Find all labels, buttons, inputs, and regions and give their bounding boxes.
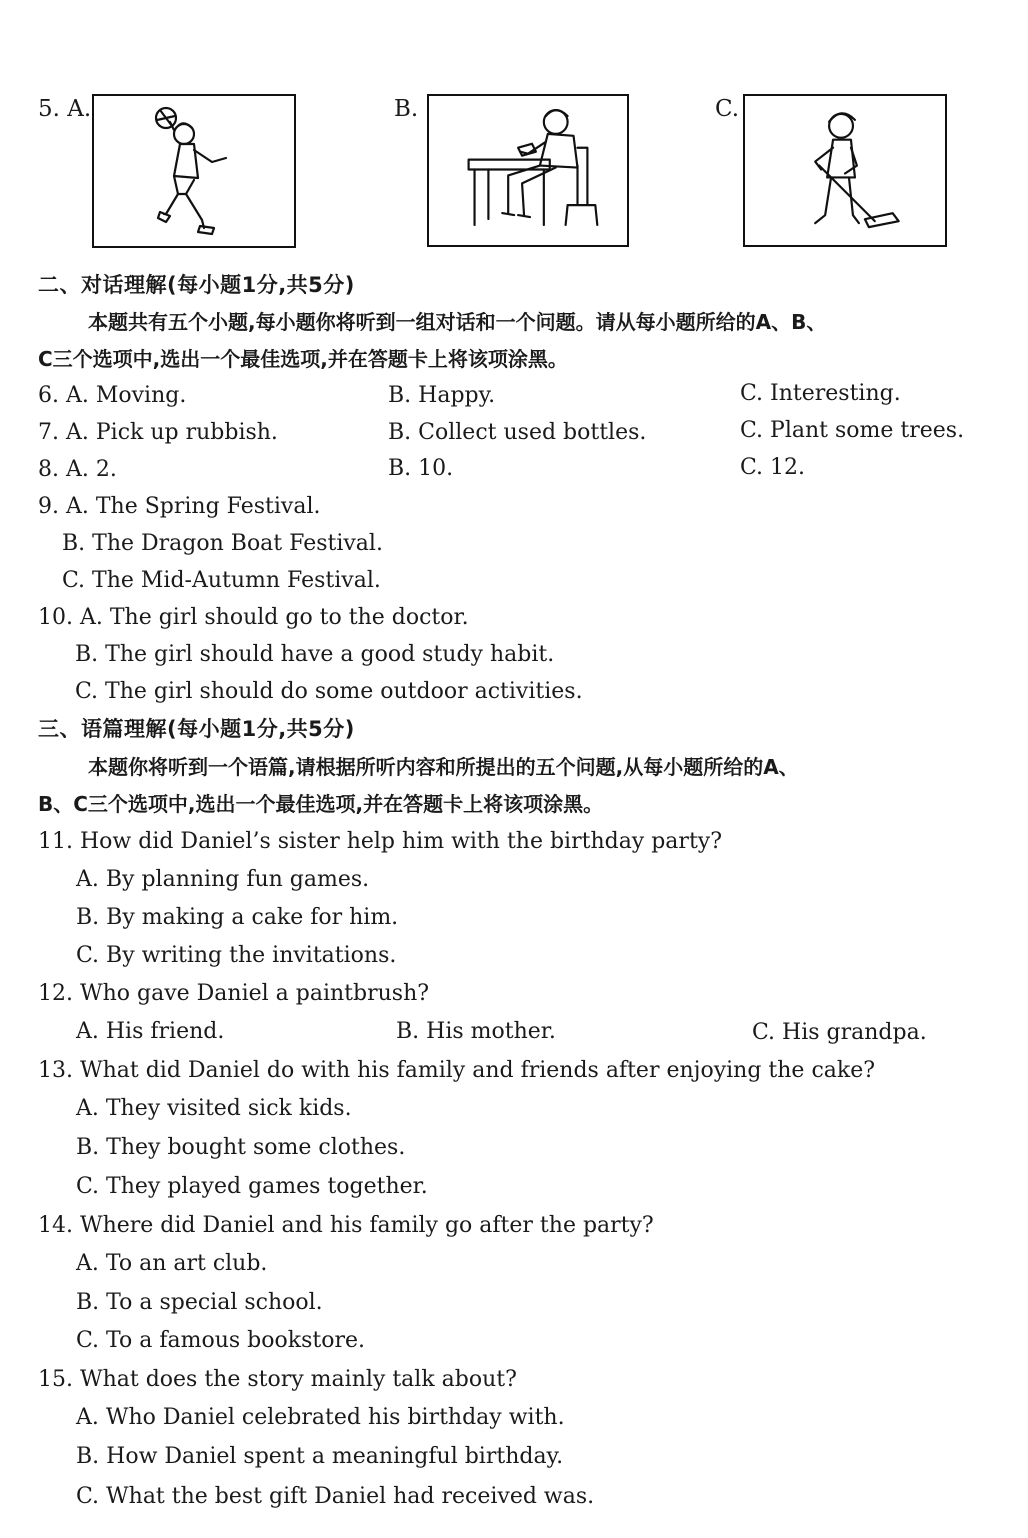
q8-option-c: C. 12.	[740, 455, 806, 480]
q11-option-c: C. By writing the invitations.	[76, 943, 397, 968]
q15-option-a: A. Who Daniel celebrated his birthday with.	[76, 1405, 565, 1430]
q11-option-b: B. By making a cake for him.	[76, 905, 399, 930]
q5-option-c-label: C.	[715, 96, 740, 122]
q14-option-c: C. To a famous bookstore.	[76, 1328, 365, 1353]
q13-option-c: C. They played games together.	[76, 1174, 428, 1199]
q5-option-b-label: B.	[394, 96, 419, 122]
q14-stem: 14. Where did Daniel and his family go after the party?	[38, 1213, 654, 1238]
q13-option-a: A. They visited sick kids.	[76, 1096, 352, 1121]
q5-option-a-label: 5. A.	[38, 96, 92, 122]
q14-option-b: B. To a special school.	[76, 1290, 323, 1315]
q6-option-c: C. Interesting.	[740, 381, 901, 406]
q10-option-b: B. The girl should have a good study habit.	[75, 642, 555, 667]
section3-heading: 三、语篇理解(每小题1分,共5分)	[38, 717, 355, 741]
q10-option-a: 10. A. The girl should go to the doctor.	[38, 605, 469, 630]
q15-option-c: C. What the best gift Daniel had received was.	[76, 1484, 595, 1509]
q15-option-b: B. How Daniel spent a meaningful birthday.	[76, 1444, 564, 1469]
section3-instruction-line2: B、C三个选项中,选出一个最佳选项,并在答题卡上将该项涂黑。	[38, 792, 604, 816]
q8-option-b: B. 10.	[388, 456, 454, 481]
q9-option-a: 9. A. The Spring Festival.	[38, 494, 321, 519]
q13-stem: 13. What did Daniel do with his family and friends after enjoying the cake?	[38, 1058, 876, 1083]
boy-playing-basketball-icon	[94, 96, 294, 246]
q12-stem: 12. Who gave Daniel a paintbrush?	[38, 981, 430, 1006]
q5-picture-b	[427, 94, 629, 247]
q12-option-c: C. His grandpa.	[752, 1020, 927, 1045]
q11-option-a: A. By planning fun games.	[76, 867, 370, 892]
q10-option-c: C. The girl should do some outdoor activities.	[75, 679, 583, 704]
q9-option-b: B. The Dragon Boat Festival.	[62, 531, 383, 556]
q7-option-c: C. Plant some trees.	[740, 418, 965, 443]
q13-option-b: B. They bought some clothes.	[76, 1135, 406, 1160]
section2-instruction-line1: 本题共有五个小题,每小题你将听到一组对话和一个问题。请从每小题所给的A、B、	[88, 310, 827, 334]
q14-option-a: A. To an art club.	[76, 1251, 268, 1276]
q6-option-a: 6. A. Moving.	[38, 383, 187, 408]
q5-picture-c	[743, 94, 947, 247]
q5-picture-a	[92, 94, 296, 248]
boy-sweeping-floor-icon	[745, 96, 945, 245]
q11-stem: 11. How did Daniel’s sister help him with the birthday party?	[38, 829, 723, 854]
q7-option-b: B. Collect used bottles.	[388, 420, 647, 445]
section2-instruction-line2: C三个选项中,选出一个最佳选项,并在答题卡上将该项涂黑。	[38, 347, 568, 371]
q9-option-c: C. The Mid-Autumn Festival.	[62, 568, 381, 593]
section2-heading: 二、对话理解(每小题1分,共5分)	[38, 273, 355, 297]
q15-stem: 15. What does the story mainly talk about?	[38, 1367, 517, 1392]
q12-option-a: A. His friend.	[76, 1019, 225, 1044]
boy-reading-at-desk-icon	[429, 96, 627, 245]
q7-option-a: 7. A. Pick up rubbish.	[38, 420, 278, 445]
q12-option-b: B. His mother.	[396, 1019, 556, 1044]
q6-option-b: B. Happy.	[388, 383, 496, 408]
section3-instruction-line1: 本题你将听到一个语篇,请根据所听内容和所提出的五个问题,从每小题所给的A、	[88, 755, 799, 779]
q8-option-a: 8. A. 2.	[38, 457, 117, 482]
